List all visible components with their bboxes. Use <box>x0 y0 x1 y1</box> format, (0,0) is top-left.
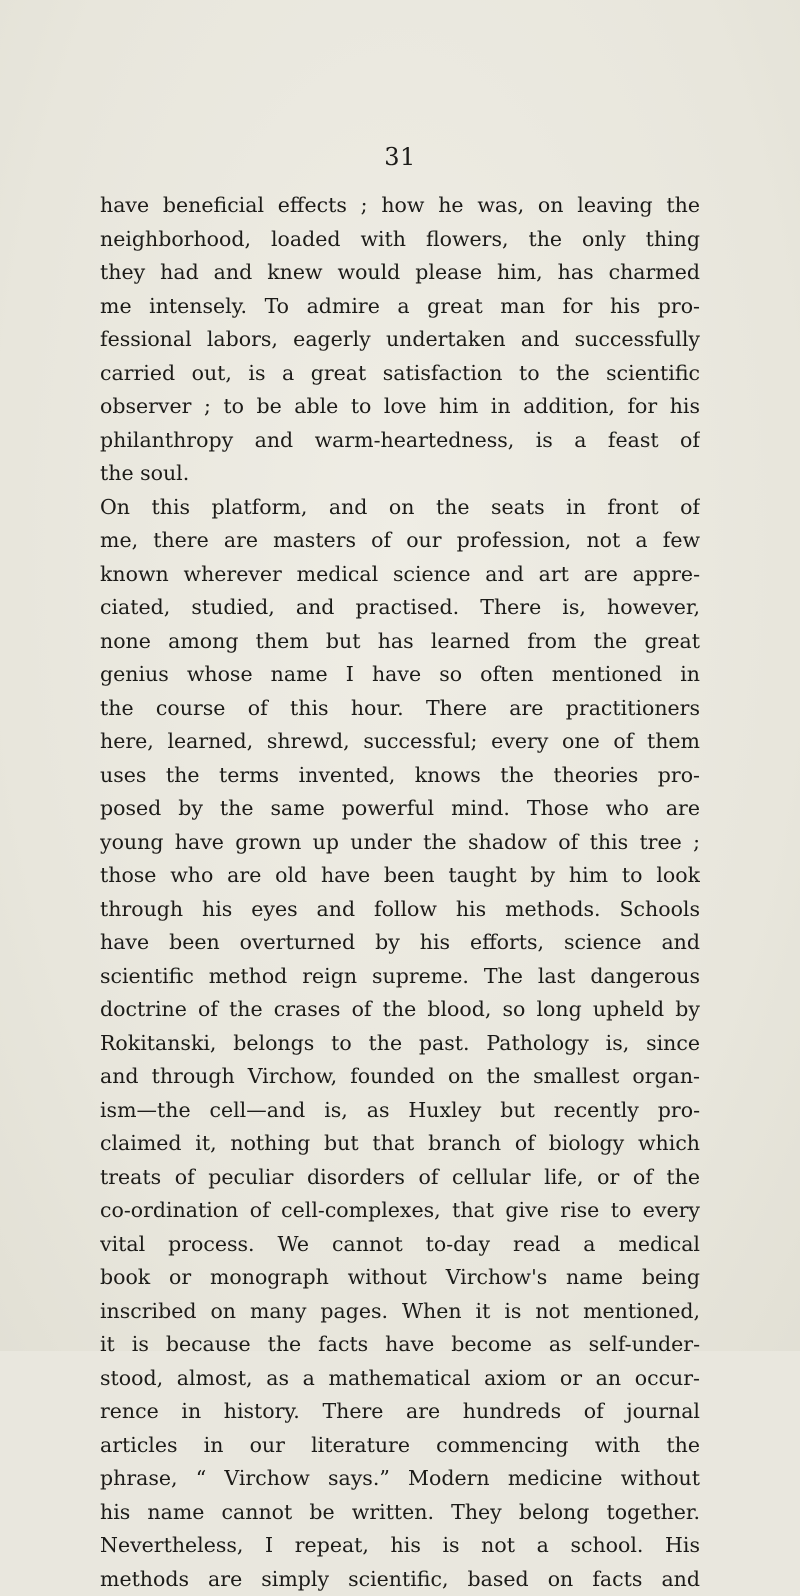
text-line: those who are old have been taught by him to look <box>100 859 700 893</box>
text-line: have beneficial effects ; how he was, on leaving the <box>100 189 700 223</box>
text-line: the soul. <box>100 457 700 491</box>
text-line: treats of peculiar disorders of cellular life, or of the <box>100 1161 700 1195</box>
text-line: and through Virchow, founded on the smallest organ- <box>100 1060 700 1094</box>
text-line: posed by the same powerful mind. Those who are <box>100 792 700 826</box>
text-line: claimed it, nothing but that branch of biology which <box>100 1127 700 1161</box>
text-line: his name cannot be written. They belong together. <box>100 1496 700 1530</box>
text-line: ciated, studied, and practised. There is, however, <box>100 591 700 625</box>
text-line: they had and knew would please him, has charmed <box>100 256 700 290</box>
text-line: Nevertheless, I repeat, his is not a school. His <box>100 1529 700 1563</box>
text-line: stood, almost, as a mathematical axiom or an occur- <box>100 1362 700 1396</box>
text-line: the course of this hour. There are practitioners <box>100 692 700 726</box>
body-text <box>100 189 700 1596</box>
text-line: book or monograph without Virchow's name being <box>100 1261 700 1295</box>
text-line: On this platform, and on the seats in front of <box>100 491 700 525</box>
text-line: known wherever medical science and art are appre- <box>100 558 700 592</box>
text-line: me, there are masters of our profession, not a few <box>100 524 700 558</box>
text-line: genius whose name I have so often mentioned in <box>100 658 700 692</box>
text-line: inscribed on many pages. When it is not mentioned, <box>100 1295 700 1329</box>
text-line: neighborhood, loaded with flowers, the only thing <box>100 223 700 257</box>
text-line: phrase, “ Virchow says.” Modern medicine without <box>100 1462 700 1496</box>
text-line: uses the terms invented, knows the theories pro- <box>100 759 700 793</box>
text-line: scientific method reign supreme. The last dangerous <box>100 960 700 994</box>
text-line: doctrine of the crases of the blood, so long upheld by <box>100 993 700 1027</box>
page-number: 31 <box>0 143 800 171</box>
text-line: philanthropy and warm-heartedness, is a feast of <box>100 424 700 458</box>
text-line: none among them but has learned from the great <box>100 625 700 659</box>
text-line: articles in our literature commencing with the <box>100 1429 700 1463</box>
text-line: rence in history. There are hundreds of journal <box>100 1395 700 1429</box>
text-line: here, learned, shrewd, successful; every one of them <box>100 725 700 759</box>
text-line: vital process. We cannot to-day read a medical <box>100 1228 700 1262</box>
text-line: ism—the cell—and is, as Huxley but recently pro- <box>100 1094 700 1128</box>
text-line: carried out, is a great satisfaction to the scientific <box>100 357 700 391</box>
text-line: observer ; to be able to love him in addition, for his <box>100 390 700 424</box>
text-line: have been overturned by his efforts, science and <box>100 926 700 960</box>
text-line: fessional labors, eagerly undertaken and successfully <box>100 323 700 357</box>
text-line: Rokitanski, belongs to the past. Pathology is, since <box>100 1027 700 1061</box>
text-line: co-ordination of cell-complexes, that give rise to every <box>100 1194 700 1228</box>
text-line: methods are simply scientific, based on facts and <box>100 1563 700 1596</box>
text-line: it is because the facts have become as self-under- <box>100 1328 700 1362</box>
text-line: me intensely. To admire a great man for his pro- <box>100 290 700 324</box>
text-line: young have grown up under the shadow of this tree ; <box>100 826 700 860</box>
text-line: through his eyes and follow his methods. Schools <box>100 893 700 927</box>
